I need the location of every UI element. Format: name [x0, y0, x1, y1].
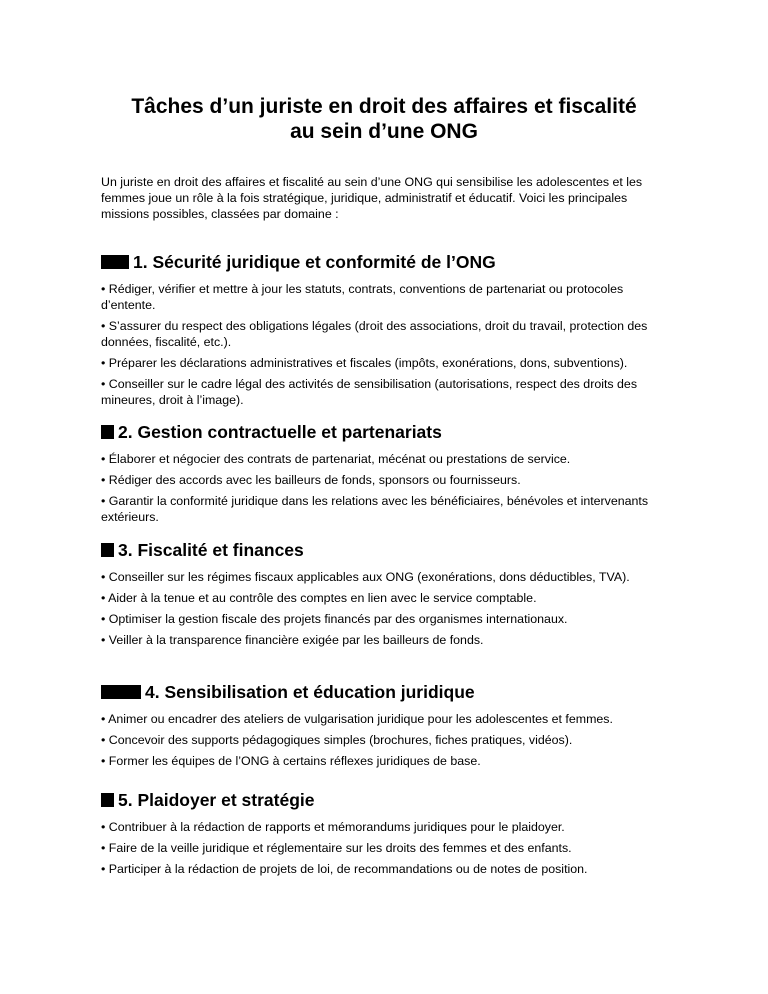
bullet-item: • Élaborer et négocier des contrats de partenariat, mécénat ou prestations de service.	[101, 452, 571, 466]
bullet-item: • Animer ou encadrer des ateliers de vulgarisation juridique pour les adolescentes et femmes.	[101, 712, 613, 726]
title-line-2: au sein d’une ONG	[290, 120, 478, 143]
page-title	[0, 94, 768, 144]
bullet-item: • Optimiser la gestion fiscale des projets financés par des organismes internationaux.	[101, 612, 568, 626]
section-heading: 4. Sensibilisation et éducation juridique	[145, 682, 475, 702]
title-line-1: Tâches d’un juriste en droit des affaires et fiscalité	[131, 95, 637, 118]
bullet-item: • Aider à la tenue et au contrôle des comptes en lien avec le service comptable.	[101, 591, 537, 605]
section-heading: 1. Sécurité juridique et conformité de l’ONG	[133, 252, 496, 272]
bullet-item: • Faire de la veille juridique et réglementaire sur les droits des femmes et des enfants.	[101, 841, 572, 855]
square-icon	[101, 543, 114, 557]
section-3	[101, 539, 681, 653]
section-heading: 2. Gestion contractuelle et partenariats	[118, 422, 442, 442]
bullet-item: • Rédiger des accords avec les bailleurs de fonds, sponsors ou fournisseurs.	[101, 473, 521, 487]
bullet-item: • Contribuer à la rédaction de rapports et mémorandums juridiques pour le plaidoyer.	[101, 820, 565, 834]
square-icon	[101, 425, 114, 439]
bullet-item: • Rédiger, vérifier et mettre à jour les statuts, contrats, conventions de partenariat ou protocoles d’entente.	[101, 282, 624, 312]
bullet-item: • Préparer les déclarations administratives et fiscales (impôts, exonérations, dons, subventions).	[101, 356, 628, 370]
bullet-item: • Veiller à la transparence financière exigée par les bailleurs de fonds.	[101, 633, 484, 647]
section-heading: 5. Plaidoyer et stratégie	[118, 790, 315, 810]
square-icon	[101, 793, 114, 807]
section-heading: 3. Fiscalité et finances	[118, 540, 304, 560]
section-4	[101, 681, 681, 774]
section-2	[101, 421, 681, 530]
bullet-item: • Concevoir des supports pédagogiques simples (brochures, fiches pratiques, vidéos).	[101, 733, 573, 747]
bullet-item: • Participer à la rédaction de projets de loi, de recommandations ou de notes de position.	[101, 862, 588, 876]
section-1	[101, 251, 681, 413]
intro-paragraph: Un juriste en droit des affaires et fiscalité au sein d’une ONG qui sensibilise les adolescentes et les femmes joue un rôle à la fois stratégique, juridique, administratif et éducatif. Voici les principales missions possibles, classées par domaine :	[101, 175, 643, 221]
square-icon	[101, 255, 129, 269]
bullet-item: • Conseiller sur les régimes fiscaux applicables aux ONG (exonérations, dons déductibles, TVA).	[101, 570, 630, 584]
bullet-item: • S’assurer du respect des obligations légales (droit des associations, droit du travail, protection des données, fiscalité, etc.).	[101, 319, 648, 349]
bullet-item: • Former les équipes de l’ONG à certains réflexes juridiques de base.	[101, 754, 481, 768]
square-icon	[101, 685, 141, 699]
section-5	[101, 789, 681, 882]
bullet-item: • Garantir la conformité juridique dans les relations avec les bénéficiaires, bénévoles et intervenants extérieurs.	[101, 494, 649, 524]
bullet-item: • Conseiller sur le cadre légal des activités de sensibilisation (autorisations, respect des droits des mineures, droit à l’image).	[101, 377, 638, 407]
